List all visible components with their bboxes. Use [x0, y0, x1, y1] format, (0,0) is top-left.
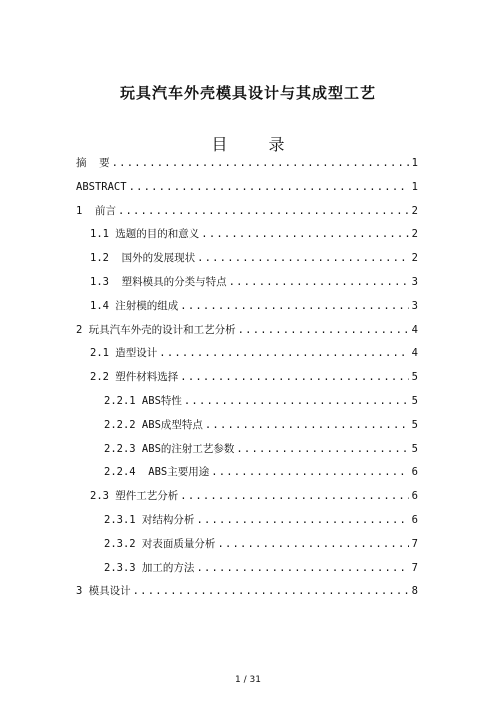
toc-entry-label: 2.3.2 对表面质量分析: [104, 537, 216, 550]
toc-dot-leader: [238, 322, 409, 338]
toc-entry-page-number: 4: [411, 323, 418, 336]
toc-entry-page-number: 3: [411, 276, 418, 288]
toc-entry-page-number: 3: [411, 299, 418, 312]
toc-entry-label: 2.3.3 加工的方法: [104, 561, 195, 574]
toc-entry-page-number: 2: [411, 252, 418, 265]
toc-dot-leader: [180, 369, 409, 385]
toc-entry[interactable]: [104, 393, 418, 409]
toc-entry[interactable]: [76, 179, 418, 195]
toc-entry-label: 摘 要: [76, 157, 110, 169]
toc-dot-leader: [129, 179, 409, 195]
toc-entry-label: 1.1 选题的目的和意义: [90, 228, 200, 241]
toc-entry-label: 2 玩具汽车外壳的设计和工艺分析: [76, 323, 236, 336]
toc-entry-label: ABSTRACT: [76, 180, 127, 193]
toc-entry-label: 2.1 造型设计: [90, 347, 158, 360]
toc-dot-leader: [211, 464, 409, 480]
toc-entry-page-number: 2: [411, 228, 418, 241]
toc-entry-label: 2.2.2 ABS成型特点: [104, 418, 203, 431]
toc-entry-page-number: 1: [411, 157, 418, 169]
toc-dot-leader: [205, 417, 409, 433]
toc-dot-leader: [159, 345, 409, 361]
toc-dot-leader: [229, 274, 409, 290]
toc-entry-page-number: 6: [411, 466, 418, 479]
toc-entry[interactable]: [90, 298, 418, 314]
toc-dot-leader: [184, 393, 409, 409]
toc-entry-label: 2.2.1 ABS特性: [104, 395, 182, 407]
toc-entry-page-number: 1: [411, 180, 418, 193]
toc-entry-page-number: 6: [411, 490, 418, 503]
toc-entry[interactable]: [104, 417, 418, 433]
toc-dot-leader: [118, 203, 409, 219]
toc-entry[interactable]: [76, 203, 418, 219]
toc-entry[interactable]: [76, 155, 418, 171]
toc-entry-label: 1.3 塑料模具的分类与特点: [90, 276, 227, 288]
toc-entry-page-number: 5: [411, 371, 418, 384]
toc-dot-leader: [180, 488, 409, 504]
toc-entry[interactable]: [104, 441, 418, 457]
toc-dot-leader: [236, 441, 409, 457]
toc-entry[interactable]: [90, 250, 418, 266]
toc-entry-label: 2.2.4 ABS主要用途: [104, 466, 210, 479]
toc-dot-leader: [196, 512, 409, 528]
toc-entry-page-number: 8: [411, 585, 418, 598]
toc-dot-leader: [196, 560, 409, 576]
toc-dot-leader: [197, 250, 409, 266]
toc-dot-leader: [217, 536, 409, 552]
toc-entry[interactable]: [76, 322, 418, 338]
toc-entry[interactable]: [90, 488, 418, 504]
toc-entry[interactable]: [90, 369, 418, 385]
toc-heading: 目 录: [211, 135, 303, 154]
toc-entry[interactable]: [76, 583, 418, 599]
toc-entry[interactable]: [104, 560, 418, 576]
toc-entry[interactable]: [104, 536, 418, 552]
toc-entry-page-number: 5: [411, 418, 418, 431]
toc-entry-page-number: 7: [411, 561, 418, 574]
toc-entry[interactable]: [104, 464, 418, 480]
toc-entry-page-number: 2: [411, 204, 418, 217]
toc-entry-page-number: 5: [411, 395, 418, 407]
toc-entry-label: 3 模具设计: [76, 585, 131, 598]
toc-entry-label: 2.2 塑件材料选择: [90, 371, 179, 384]
toc-entry[interactable]: [104, 512, 418, 528]
toc-entry-label: 2.3 塑件工艺分析: [90, 490, 179, 503]
toc-entry[interactable]: [90, 345, 418, 361]
toc-entry-label: 1.2 国外的发展现状: [90, 252, 196, 265]
toc-entry-label: 2.3.1 对结构分析: [104, 514, 195, 526]
toc-entry-label: 1.4 注射模的组成: [90, 299, 179, 312]
toc-entry[interactable]: [90, 226, 418, 242]
page-number: 1 / 31: [235, 675, 261, 685]
toc-entry-page-number: 4: [411, 347, 418, 360]
toc-entry[interactable]: [90, 274, 418, 290]
toc-entry-page-number: 7: [411, 537, 418, 550]
toc-dot-leader: [112, 155, 409, 171]
toc-entry-label: 1 前言: [76, 204, 116, 217]
toc-entry-page-number: 6: [411, 514, 418, 526]
toc-entry-label: 2.2.3 ABS的注射工艺参数: [104, 442, 235, 455]
toc-dot-leader: [180, 298, 409, 314]
toc-dot-leader: [201, 226, 409, 242]
toc-dot-leader: [133, 583, 409, 599]
document-title: 玩具汽车外壳模具设计与其成型工艺: [119, 84, 376, 102]
toc-entry-page-number: 5: [411, 442, 418, 455]
